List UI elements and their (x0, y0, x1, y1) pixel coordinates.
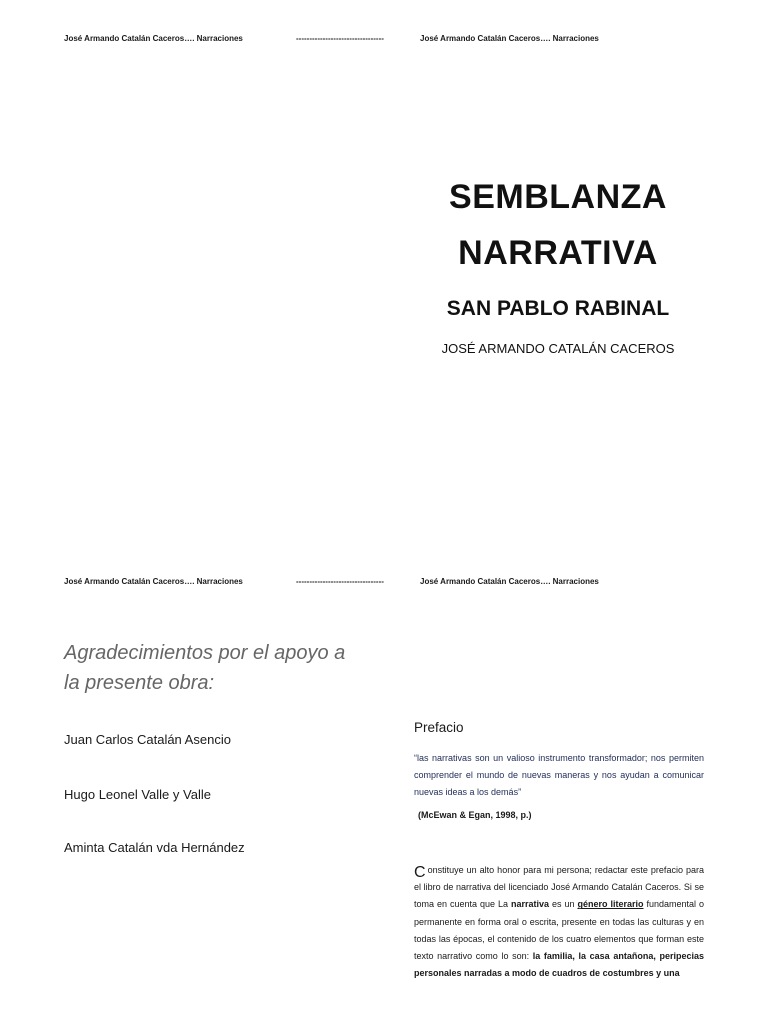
cover-subtitle: SAN PABLO RABINAL (446, 297, 670, 320)
preface-body-text: es un (549, 899, 578, 910)
acknowledgment-name: Hugo Leonel Valle y Valle (64, 787, 211, 802)
acknowledgments-heading-line1: Agradecimientos por el apoyo a (64, 642, 346, 664)
acknowledgment-name: Juan Carlos Catalán Asencio (64, 732, 231, 747)
preface-dropcap: C (414, 864, 426, 881)
preface-quote: “las narrativas son un valioso instrumento transformador; nos permiten comprender el mundo de nuevas maneras y nos ayudan a comunicar nuevas ideas a los demás” (414, 753, 704, 797)
preface-body-bold: narrativa (510, 899, 550, 910)
acknowledgments-heading (64, 638, 364, 698)
preface-title: Prefacio (414, 720, 464, 735)
preface-body-bold-underline: género literario (577, 899, 644, 910)
acknowledgments-heading-line2: la presente obra: (64, 672, 215, 694)
preface-citation: (McEwan & Egan, 1998, p.) (418, 810, 532, 820)
cover-title-line1: SEMBLANZA (449, 178, 667, 216)
acknowledgment-name: Aminta Catalán vda Hernández (64, 840, 245, 855)
header-left-text: José Armando Catalán Caceros…. Narraciones (64, 577, 243, 586)
header-separator: --------------------------------- (296, 34, 384, 43)
cover-author: JOSÉ ARMANDO CATALÁN CACEROS (441, 341, 675, 356)
header-left-text: José Armando Catalán Caceros…. Narraciones (64, 34, 243, 43)
preface-body-bold: la familia, la casa antañona, peripecias personales narradas a modo de cuadros de costumbres y una (414, 951, 704, 979)
preface-body-text: fundamental o permanente en forma oral o escrita, presente en todas las culturas y en todas las épocas, el contenido de los cuatro elementos que forman este texto narrativo como lo son: (414, 899, 704, 962)
preface-body-text: onstituye un alto honor para mi persona; redactar este prefacio para el libro de narrativa del licenciado José Armando Catalán Caceros. Si se toma en cuenta que La (414, 865, 704, 910)
header-right-text: José Armando Catalán Caceros…. Narraciones (420, 577, 599, 586)
cover-title-line2: NARRATIVA (458, 234, 658, 272)
header-right-text: José Armando Catalán Caceros…. Narraciones (420, 34, 599, 43)
preface-body (414, 862, 704, 982)
header-separator: --------------------------------- (296, 577, 384, 586)
